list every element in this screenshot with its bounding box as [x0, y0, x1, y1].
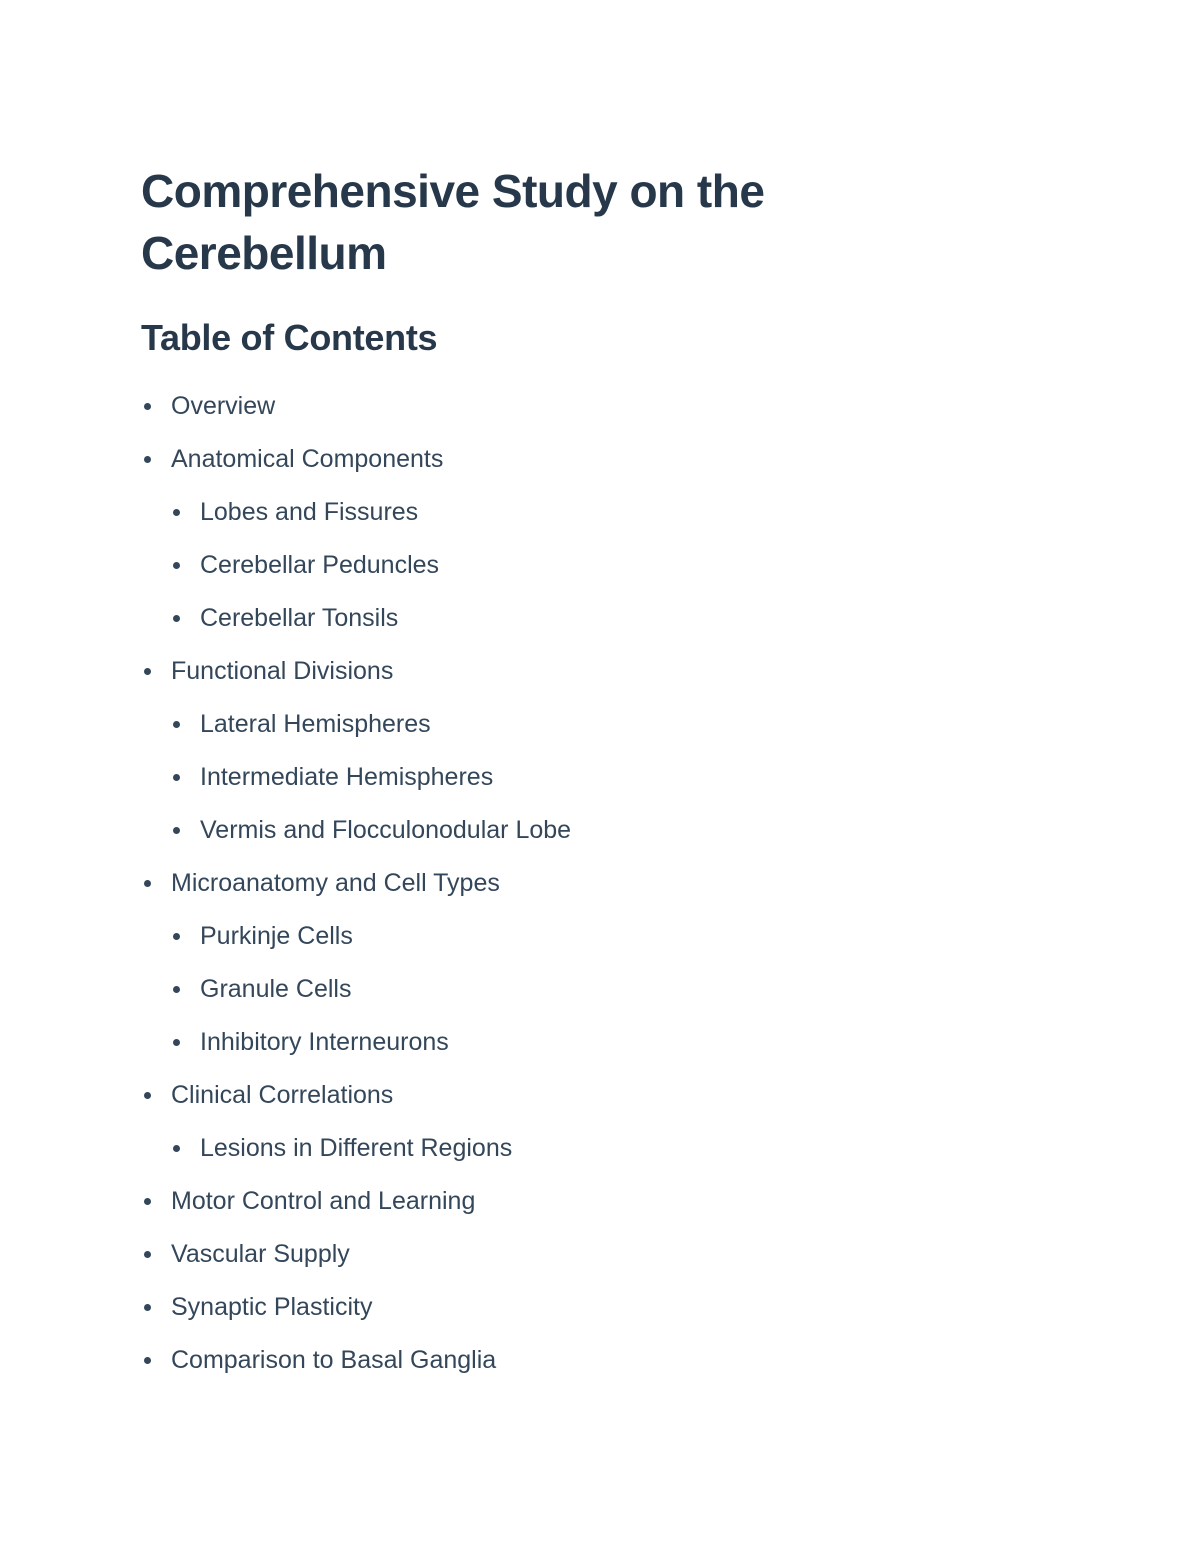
- toc-item[interactable]: [141, 1016, 571, 1069]
- toc-item-label: Motor Control and Learning: [171, 1187, 476, 1215]
- toc-item-label: Granule Cells: [200, 975, 352, 1003]
- toc-item[interactable]: [141, 539, 571, 592]
- toc-item[interactable]: [141, 1069, 571, 1122]
- bullet-icon: [173, 774, 180, 781]
- toc-item[interactable]: [141, 433, 571, 486]
- toc-item[interactable]: [141, 380, 571, 433]
- bullet-icon: [173, 986, 180, 993]
- toc-item[interactable]: [141, 963, 571, 1016]
- bullet-icon: [144, 1251, 151, 1258]
- toc-item-label: Lobes and Fissures: [200, 498, 419, 526]
- toc-item[interactable]: [141, 1122, 571, 1175]
- document-title: Comprehensive Study on the Cerebellum: [141, 165, 765, 279]
- toc-item-label: Cerebellar Tonsils: [200, 604, 399, 632]
- bullet-icon: [173, 1039, 180, 1046]
- bullet-icon: [173, 721, 180, 728]
- bullet-icon: [173, 615, 180, 622]
- toc-item[interactable]: [141, 910, 571, 963]
- bullet-icon: [173, 933, 180, 940]
- table-of-contents: [141, 380, 571, 1387]
- toc-item-label: Vascular Supply: [171, 1240, 350, 1268]
- toc-item[interactable]: [141, 857, 571, 910]
- toc-item[interactable]: [141, 486, 571, 539]
- bullet-icon: [173, 1145, 180, 1152]
- toc-item-label: Comparison to Basal Ganglia: [171, 1346, 497, 1374]
- toc-item-label: Intermediate Hemispheres: [200, 763, 494, 791]
- toc-item-label: Anatomical Components: [171, 445, 444, 473]
- bullet-icon: [144, 1357, 151, 1364]
- toc-item-label: Synaptic Plasticity: [171, 1293, 373, 1321]
- toc-item[interactable]: [141, 1281, 571, 1334]
- toc-item[interactable]: [141, 1175, 571, 1228]
- toc-item-label: Clinical Correlations: [171, 1081, 394, 1109]
- toc-item[interactable]: [141, 645, 571, 698]
- toc-item-label: Cerebellar Peduncles: [200, 551, 440, 579]
- bullet-icon: [144, 1092, 151, 1099]
- toc-heading: Table of Contents: [141, 317, 438, 358]
- toc-item-label: Purkinje Cells: [200, 922, 353, 950]
- toc-item-label: Vermis and Flocculonodular Lobe: [200, 816, 572, 844]
- toc-item-label: Functional Divisions: [171, 657, 394, 685]
- bullet-icon: [144, 668, 151, 675]
- toc-item[interactable]: [141, 1228, 571, 1281]
- toc-item-label: Microanatomy and Cell Types: [171, 869, 500, 897]
- toc-item[interactable]: [141, 1334, 571, 1387]
- toc-item[interactable]: [141, 804, 571, 857]
- toc-item[interactable]: [141, 698, 571, 751]
- toc-item[interactable]: [141, 751, 571, 804]
- toc-item-label: Lesions in Different Regions: [200, 1134, 513, 1162]
- toc-item[interactable]: [141, 592, 571, 645]
- bullet-icon: [144, 403, 151, 410]
- bullet-icon: [173, 562, 180, 569]
- bullet-icon: [144, 880, 151, 887]
- toc-item-label: Lateral Hemispheres: [200, 710, 431, 738]
- bullet-icon: [173, 509, 180, 516]
- bullet-icon: [144, 1198, 151, 1205]
- bullet-icon: [173, 827, 180, 834]
- toc-item-label: Inhibitory Interneurons: [200, 1028, 449, 1056]
- bullet-icon: [144, 1304, 151, 1311]
- bullet-icon: [144, 456, 151, 463]
- toc-item-label: Overview: [171, 392, 276, 420]
